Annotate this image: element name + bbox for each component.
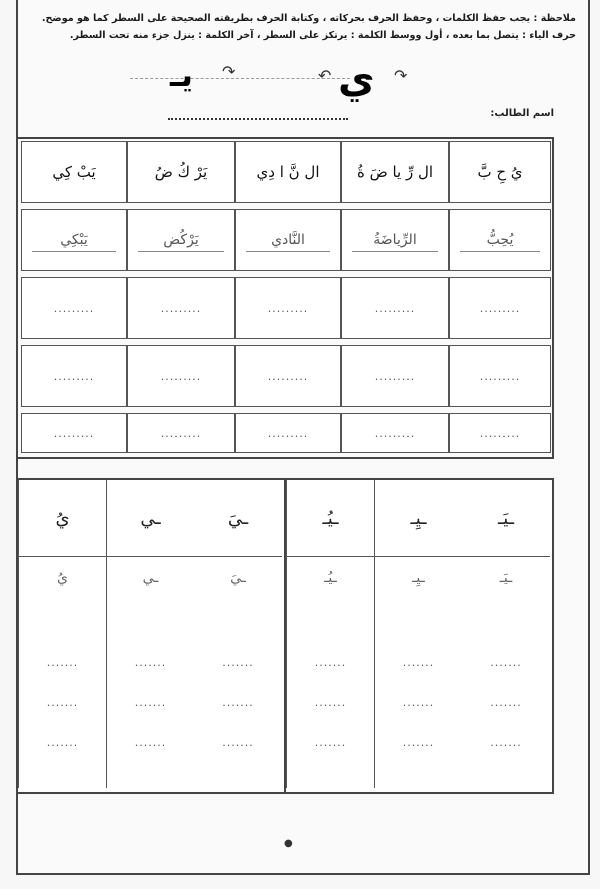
dotted-line: ......... bbox=[53, 426, 95, 440]
writing-cell[interactable] bbox=[235, 413, 341, 453]
table-row-writing bbox=[21, 277, 549, 339]
letter-form-column bbox=[106, 480, 194, 788]
letter-forms-table-right bbox=[284, 478, 554, 794]
writing-cell[interactable] bbox=[21, 413, 127, 453]
trace-letter: ـيَ bbox=[230, 570, 246, 586]
dotted-line[interactable]: ....... bbox=[490, 696, 522, 709]
note-text-2: : يتصل بما بعده ، أول ووسط الكلمة : يرتكز على السطر ، آخر الكلمة : ينزل جزء منه تحت السطر. bbox=[69, 30, 530, 41]
dotted-line[interactable]: ....... bbox=[222, 696, 254, 709]
spelled-word: يَرْ كُ ضُ bbox=[154, 163, 208, 181]
trace-letter: ـيَـ bbox=[499, 570, 513, 586]
baseline bbox=[246, 251, 330, 252]
dotted-line[interactable]: ....... bbox=[134, 696, 167, 709]
dotted-line: ......... bbox=[267, 426, 309, 440]
writing-cell[interactable] bbox=[341, 277, 449, 339]
note-line-2 bbox=[28, 27, 576, 44]
isolated-letter: ي bbox=[338, 56, 375, 102]
spelled-word: ال رِّ يا ضَ ةُ bbox=[356, 163, 434, 181]
dotted-line: ......... bbox=[374, 301, 416, 315]
trace-word: يَبْكِي bbox=[60, 232, 88, 248]
spelled-word: يُ حِ بَّ bbox=[477, 163, 523, 181]
table-cell bbox=[127, 141, 235, 203]
table-cell bbox=[449, 209, 551, 271]
writing-cell[interactable] bbox=[449, 277, 551, 339]
writing-cell[interactable] bbox=[21, 277, 127, 339]
trace-letter: ـيُـ bbox=[324, 570, 337, 586]
baseline bbox=[460, 251, 540, 252]
trace-letter: ـي bbox=[142, 570, 159, 586]
dotted-line: ......... bbox=[160, 426, 202, 440]
dotted-line[interactable]: ....... bbox=[402, 736, 435, 749]
baseline bbox=[352, 251, 438, 252]
note-line-1 bbox=[28, 10, 576, 27]
dotted-line[interactable]: ....... bbox=[222, 656, 254, 669]
table-cell bbox=[341, 209, 449, 271]
dotted-line: ......... bbox=[267, 369, 309, 383]
footer-mark: ● bbox=[284, 838, 293, 849]
note-label: ملاحظة bbox=[540, 13, 576, 24]
trace-word: النَّادي bbox=[271, 232, 305, 248]
writing-cell[interactable] bbox=[341, 345, 449, 407]
writing-cell[interactable] bbox=[127, 413, 235, 453]
trace-word: الرِّياضَةُ bbox=[373, 232, 417, 248]
letter-form: يُ bbox=[19, 480, 106, 557]
table-row-writing bbox=[21, 413, 549, 453]
trace-letter: يُ bbox=[57, 570, 68, 586]
table-cell bbox=[341, 141, 449, 203]
dotted-line: ......... bbox=[53, 369, 95, 383]
dotted-line[interactable]: ....... bbox=[46, 736, 79, 749]
writing-cell[interactable] bbox=[127, 345, 235, 407]
dotted-line[interactable]: ....... bbox=[222, 736, 254, 749]
student-name-label: اسم الطالب: bbox=[490, 108, 554, 119]
dotted-line: ......... bbox=[479, 426, 521, 440]
student-name-field[interactable] bbox=[354, 108, 554, 119]
table-row-spelled bbox=[21, 141, 549, 203]
header-dashed-line bbox=[130, 78, 350, 79]
trace-word: يَرْكُض bbox=[163, 232, 199, 248]
dotted-line: ......... bbox=[160, 301, 202, 315]
letter-form: ـيَـ bbox=[462, 480, 550, 557]
table-cell bbox=[235, 141, 341, 203]
letter-forms-table-left bbox=[16, 478, 286, 794]
curved-arrow-icon: ↷ bbox=[394, 66, 408, 85]
table-cell bbox=[21, 209, 127, 271]
table-cell bbox=[127, 209, 235, 271]
letter-form-column bbox=[194, 480, 282, 788]
dotted-line: ......... bbox=[267, 301, 309, 315]
letter-form: ـيَ bbox=[194, 480, 282, 557]
letter-form: ـيُـ bbox=[287, 480, 374, 557]
baseline bbox=[32, 251, 116, 252]
curved-arrow-icon: ↶ bbox=[318, 66, 332, 85]
dotted-line: ......... bbox=[374, 426, 416, 440]
letter-form: ـيِـ bbox=[375, 480, 462, 557]
spelled-word: يَبْ كِي bbox=[52, 163, 96, 181]
initial-letter: يـ bbox=[170, 56, 193, 94]
instructions bbox=[28, 10, 576, 44]
dotted-line: ......... bbox=[53, 301, 95, 315]
table-cell bbox=[449, 141, 551, 203]
dotted-line: ......... bbox=[479, 301, 521, 315]
dotted-line[interactable]: ....... bbox=[402, 696, 435, 709]
dotted-line[interactable]: ....... bbox=[46, 656, 79, 669]
letter-form-column bbox=[462, 480, 550, 788]
student-name-dotted-line[interactable] bbox=[168, 108, 348, 120]
table-cell bbox=[21, 141, 127, 203]
writing-cell[interactable] bbox=[449, 413, 551, 453]
baseline bbox=[138, 251, 224, 252]
letter-form: ـي bbox=[107, 480, 194, 557]
dotted-line[interactable]: ....... bbox=[314, 656, 347, 669]
dotted-line[interactable]: ....... bbox=[490, 656, 522, 669]
dotted-line[interactable]: ....... bbox=[134, 736, 167, 749]
curved-arrow-icon: ↷ bbox=[222, 62, 236, 81]
dotted-line: ......... bbox=[374, 369, 416, 383]
table-row-writing bbox=[21, 345, 549, 407]
dotted-line[interactable]: ....... bbox=[314, 736, 347, 749]
note-label-2: حرف الياء bbox=[529, 30, 576, 41]
dotted-line: ......... bbox=[160, 369, 202, 383]
trace-letter: ـيِـ bbox=[412, 570, 425, 586]
words-table bbox=[16, 137, 554, 459]
note-text: : يجب حفظ الكلمات ، وحفظ الحرف بحركاته ، وكتابة الحرف بطريقته الصحيحة على السطر كما هو موضح. bbox=[41, 13, 541, 24]
dotted-line[interactable]: ....... bbox=[134, 656, 167, 669]
dotted-line[interactable]: ....... bbox=[402, 656, 435, 669]
writing-cell[interactable] bbox=[341, 413, 449, 453]
table-cell bbox=[235, 209, 341, 271]
spelled-word: ال نَّ ا دِي bbox=[256, 163, 320, 181]
trace-word: يُحِبُّ bbox=[486, 232, 514, 248]
writing-cell[interactable] bbox=[235, 277, 341, 339]
letter-form-column bbox=[18, 480, 106, 788]
dotted-line[interactable]: ....... bbox=[490, 736, 522, 749]
letter-form-column bbox=[286, 480, 374, 788]
writing-cell[interactable] bbox=[127, 277, 235, 339]
table-row-words bbox=[21, 209, 549, 271]
writing-cell[interactable] bbox=[235, 345, 341, 407]
writing-cell[interactable] bbox=[21, 345, 127, 407]
writing-cell[interactable] bbox=[449, 345, 551, 407]
letter-form-column bbox=[374, 480, 462, 788]
dotted-line: ......... bbox=[479, 369, 521, 383]
dotted-line[interactable]: ....... bbox=[314, 696, 347, 709]
dotted-line[interactable]: ....... bbox=[46, 696, 79, 709]
